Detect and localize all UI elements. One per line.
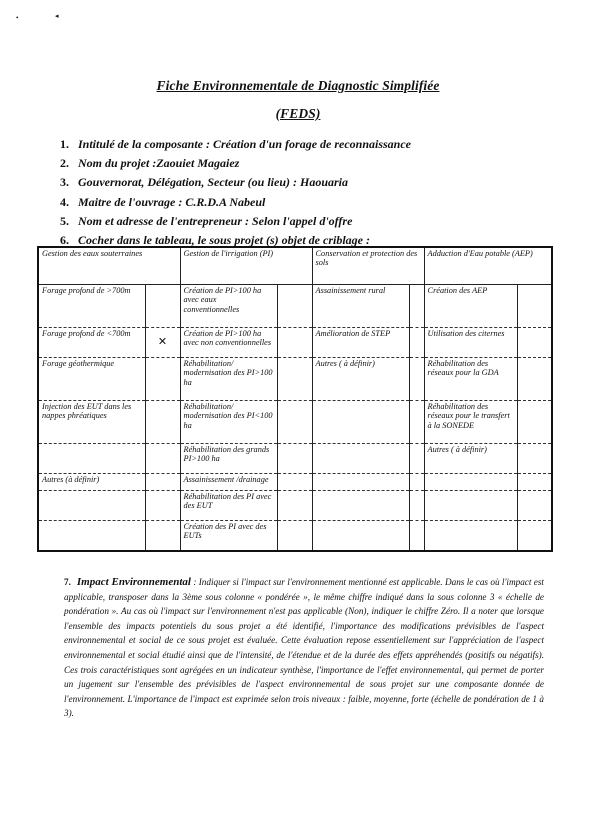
- table-cell: Amélioration de STEP: [312, 327, 409, 357]
- checkbox-cell[interactable]: [277, 357, 312, 400]
- table-cell: Création des AEP: [424, 285, 517, 328]
- impact-body: : Indiquer si l'impact sur l'environnement mentionné est applicable. Dans le cas où l'impact est applicable, transposer dans la 3ème sous colonne « pondérée », le même chiffre indiqué dans la sous colonne 3 « échelle de pondération ». Au cas où l'impact sur l'environnement n'est pas applicable (Non), indiquer le chiffre Zéro. Il a noter que lorsque l'ensemble des impacts potentiels du sous projet a été identifié, l'importance des modifications prévisibles de l'aspect environnemental et social de ce sous projet est évaluée. Cette évaluation repose essentiellement sur l'appréciation de l'aspect environnemental et social étudié ainsi que de l'intensité, de l'étendue et de la durée des effets appréhendés (positifs ou négatifs). Ces trois caractéristiques sont agrégées en un indicateur synthèse, l'importance de l'effet environnemental, qui permet de porter un jugement sur l'ensemble des prévisibles de l'aspect environnemental de sous projet sur une composante donnée de l'environnement. L'importance de l'impact est exprimée selon trois niveaux : faible, moyenne, forte (échelle de pondération de 1 à 3).: [64, 577, 544, 719]
- checkbox-cell[interactable]: [277, 520, 312, 551]
- document-title: Fiche Environnementale de Diagnostic Simplifiée: [156, 78, 440, 93]
- table-cell: Autres ( à définir): [424, 443, 517, 473]
- checkbox-cell[interactable]: [145, 357, 180, 400]
- table-cell: [312, 400, 409, 443]
- table-row: [38, 327, 552, 357]
- checkbox-cell[interactable]: [145, 520, 180, 551]
- checkbox-cell[interactable]: [277, 400, 312, 443]
- checkbox-cell[interactable]: [145, 490, 180, 520]
- checkbox-cell[interactable]: [409, 490, 424, 520]
- checkbox-cell[interactable]: [409, 285, 424, 328]
- table-cell: [424, 490, 517, 520]
- checkbox-cell[interactable]: [277, 443, 312, 473]
- impact-heading: Impact Environnemental: [76, 576, 191, 588]
- checkbox-cell[interactable]: [145, 443, 180, 473]
- table-cell: Utilisation des citernes: [424, 327, 517, 357]
- table-cell: Réhabilitation des grands PI>100 ha: [180, 443, 277, 473]
- table-cell: Réhabilitation des réseaux pour le transfert à la SONEDE: [424, 400, 517, 443]
- table-row: [38, 490, 552, 520]
- table-cell: [38, 443, 145, 473]
- checkbox-cell[interactable]: [145, 285, 180, 328]
- table-cell: [424, 520, 517, 551]
- list-item: 2. Nom du projet :Zaouiet Magaiez: [60, 156, 240, 171]
- table-cell: [38, 490, 145, 520]
- checkbox-cell[interactable]: [277, 285, 312, 328]
- table-cell: Création de PI>100 ha avec eaux conventionnelles: [180, 285, 277, 328]
- list-item: 5. Nom et adresse de l'entrepreneur : Selon l'appel d'offre: [60, 213, 353, 228]
- table-cell: [312, 520, 409, 551]
- table-cell: Assainissement rural: [312, 285, 409, 328]
- table-cell: Forage profond de <700m: [38, 327, 145, 357]
- impact-paragraph: [64, 575, 544, 721]
- table-cell: [424, 473, 517, 490]
- checkbox-cell[interactable]: [277, 490, 312, 520]
- column-header: Gestion des eaux souterraines: [38, 247, 180, 285]
- checkbox-cell[interactable]: ✕: [145, 327, 180, 357]
- table-row: [38, 520, 552, 551]
- checkbox-cell[interactable]: [517, 473, 552, 490]
- checkbox-cell[interactable]: [409, 520, 424, 551]
- checkbox-cell[interactable]: [409, 327, 424, 357]
- table-row: [38, 400, 552, 443]
- column-header: Gestion de l'irrigation (PI): [180, 247, 312, 285]
- table-row: [38, 357, 552, 400]
- checkbox-cell[interactable]: [517, 520, 552, 551]
- table-cell: Création de PI>100 ha avec non conventionnelles: [180, 327, 277, 357]
- page-mark-right: ◂: [55, 12, 59, 20]
- checkbox-cell[interactable]: [409, 443, 424, 473]
- document-subtitle: (FEDS): [275, 106, 321, 121]
- table-cell: Réhabilitation des PI avec des EUT: [180, 490, 277, 520]
- table-row: [38, 285, 552, 328]
- checkbox-cell[interactable]: [277, 473, 312, 490]
- page-mark-left: •: [16, 14, 19, 22]
- table-cell: [312, 473, 409, 490]
- info-list: [60, 135, 411, 250]
- column-header: Conservation et protection des sols: [312, 247, 424, 285]
- table-cell: Réhabilitation/ modernisation des PI>100 ha: [180, 357, 277, 400]
- list-item: 4. Maitre de l'ouvrage : C.R.D.A Nabeul: [60, 194, 266, 209]
- checkbox-cell[interactable]: [409, 400, 424, 443]
- checkbox-cell[interactable]: [517, 357, 552, 400]
- checkbox-cell[interactable]: [409, 473, 424, 490]
- impact-number: 7.: [64, 577, 71, 587]
- checkbox-cell[interactable]: [517, 400, 552, 443]
- checkbox-cell[interactable]: [517, 327, 552, 357]
- checkbox-cell[interactable]: [517, 490, 552, 520]
- list-item: 1. Intitulé de la composante : Création d'un forage de reconnaissance: [60, 137, 412, 151]
- list-item: 3. Gouvernorat, Délégation, Secteur (ou lieu) : Haouaria: [60, 175, 349, 190]
- table-cell: Création des PI avec des EUTs: [180, 520, 277, 551]
- checkbox-cell[interactable]: [517, 443, 552, 473]
- checkbox-cell[interactable]: [409, 357, 424, 400]
- table-cell: Assainissement /drainage: [180, 473, 277, 490]
- table-cell: [312, 490, 409, 520]
- table-cell: Forage profond de >700m: [38, 285, 145, 328]
- table-cell: [38, 520, 145, 551]
- table-cell: Réhabilitation/ modernisation des PI<100 ha: [180, 400, 277, 443]
- table-cell: Autres ( à définir): [312, 357, 409, 400]
- table-row: [38, 443, 552, 473]
- table-cell: Forage géothermique: [38, 357, 145, 400]
- table-cell: Autres (à définir): [38, 473, 145, 490]
- checkbox-cell[interactable]: [145, 473, 180, 490]
- checkbox-cell[interactable]: [145, 400, 180, 443]
- table-row: [38, 473, 552, 490]
- checkbox-cell[interactable]: [277, 327, 312, 357]
- column-header: Adduction d'Eau potable (AEP): [424, 247, 552, 285]
- checkbox-cell[interactable]: [517, 285, 552, 328]
- table-cell: Injection des EUT dans les nappes phréatiques: [38, 400, 145, 443]
- table-cell: Réhabilitation des réseaux pour la GDA: [424, 357, 517, 400]
- table-cell: [312, 443, 409, 473]
- list-item: 6. Cocher dans le tableau, le sous projet (s) objet de criblage :: [60, 232, 370, 247]
- table-header-row: [38, 247, 552, 285]
- screening-table: [37, 246, 553, 552]
